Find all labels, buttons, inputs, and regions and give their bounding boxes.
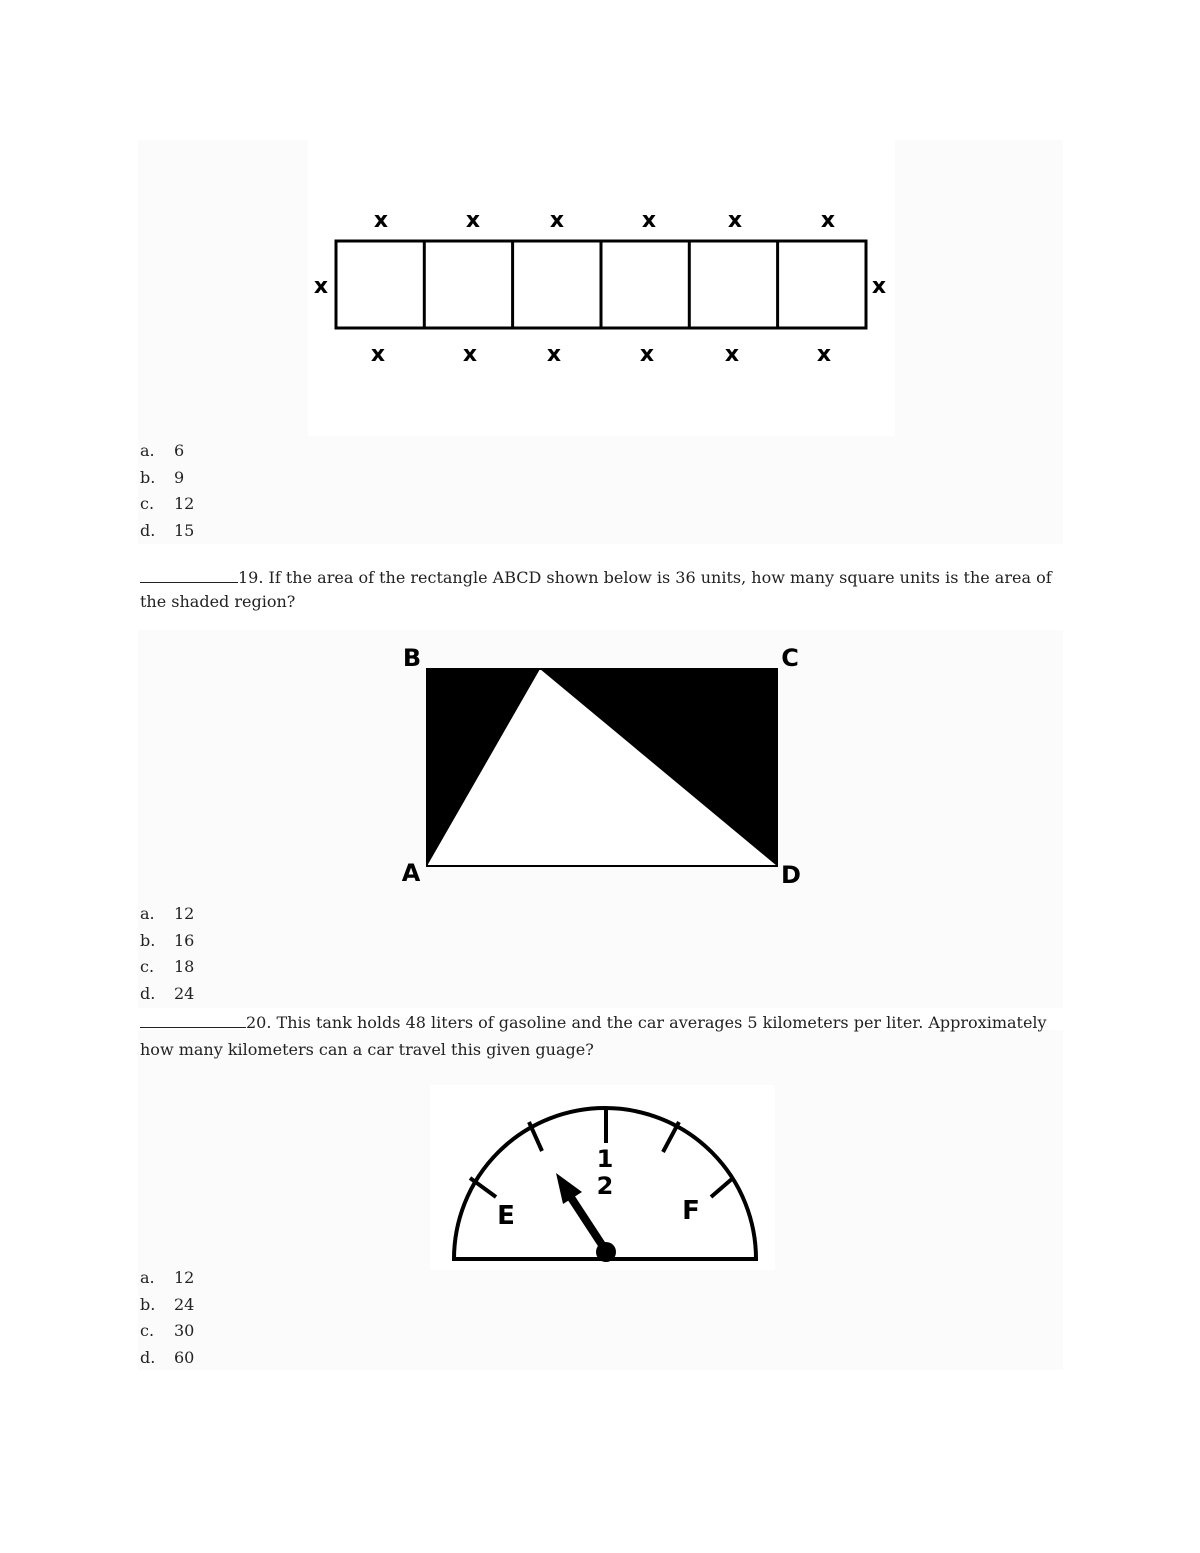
background-block bbox=[895, 140, 1063, 436]
choice-letter: a. bbox=[140, 441, 155, 460]
answer-choices-q19 bbox=[140, 901, 194, 1008]
choice-text: 60 bbox=[174, 1348, 195, 1368]
question-19 bbox=[140, 566, 1060, 614]
vertex-label-a: A bbox=[401, 859, 421, 887]
top-x-mark: x bbox=[549, 208, 565, 233]
fuel-gauge bbox=[430, 1085, 775, 1270]
choice-text: 12 bbox=[174, 1268, 195, 1287]
answer-choice bbox=[140, 1292, 194, 1319]
choice-text: 24 bbox=[174, 984, 195, 1004]
bottom-x-mark: x bbox=[370, 342, 386, 367]
answer-choice bbox=[140, 465, 194, 492]
choice-text: 18 bbox=[174, 957, 195, 977]
rectangle-squares-diagram bbox=[300, 195, 900, 375]
choice-letter: c. bbox=[140, 494, 155, 514]
top-x-mark: x bbox=[641, 208, 657, 233]
choice-text: 24 bbox=[174, 1294, 195, 1314]
question-number: 20. bbox=[246, 1013, 272, 1032]
choice-letter: d. bbox=[140, 984, 156, 1004]
choice-text: 16 bbox=[174, 930, 195, 950]
question-20 bbox=[140, 1009, 1060, 1063]
choice-text: 6 bbox=[174, 441, 185, 460]
answer-choice bbox=[140, 1345, 194, 1372]
gauge-empty-label: E bbox=[497, 1201, 515, 1231]
choice-letter: a. bbox=[140, 904, 155, 923]
right-x-mark: x bbox=[871, 274, 887, 299]
bottom-x-mark: x bbox=[724, 342, 740, 367]
choice-letter: b. bbox=[140, 467, 156, 487]
answer-blank bbox=[140, 568, 238, 583]
answer-choice bbox=[140, 518, 194, 545]
choice-letter: b. bbox=[140, 1294, 156, 1314]
answer-choice bbox=[140, 954, 194, 981]
choice-letter: c. bbox=[140, 1321, 155, 1341]
answer-choice bbox=[140, 1318, 194, 1345]
answer-choice bbox=[140, 928, 194, 955]
top-x-mark: x bbox=[373, 208, 389, 233]
bottom-x-mark: x bbox=[816, 342, 832, 367]
answer-choice bbox=[140, 491, 194, 518]
question-text: This tank holds 48 liters of gasoline and the car averages 5 kilometers per liter. Approximately how many kilometers can a car travel this given guage? bbox=[140, 1013, 1047, 1059]
answer-choice bbox=[140, 901, 194, 928]
gauge-half-denominator: 2 bbox=[596, 1172, 614, 1200]
answer-choices-q18 bbox=[140, 438, 194, 545]
choice-text: 12 bbox=[174, 904, 195, 923]
choice-letter: d. bbox=[140, 521, 156, 541]
choice-letter: d. bbox=[140, 1348, 156, 1368]
top-x-mark: x bbox=[820, 208, 836, 233]
top-x-mark: x bbox=[727, 208, 743, 233]
answer-choice bbox=[140, 1265, 194, 1292]
bottom-x-mark: x bbox=[639, 342, 655, 367]
choice-text: 30 bbox=[174, 1321, 195, 1341]
answer-blank bbox=[140, 1013, 246, 1028]
vertex-label-d: D bbox=[781, 861, 801, 889]
answer-choice bbox=[140, 981, 194, 1008]
gauge-half-numerator: 1 bbox=[596, 1145, 614, 1173]
answer-choices-q20 bbox=[140, 1265, 194, 1372]
bottom-x-mark: x bbox=[546, 342, 562, 367]
top-x-mark: x bbox=[465, 208, 481, 233]
choice-letter: b. bbox=[140, 930, 156, 950]
gauge-full-label: F bbox=[682, 1196, 700, 1226]
choice-text: 15 bbox=[174, 521, 195, 541]
left-x-mark: x bbox=[313, 274, 329, 299]
choice-letter: c. bbox=[140, 957, 155, 977]
vertex-label-c: C bbox=[781, 644, 799, 672]
background-block bbox=[138, 436, 1063, 544]
bottom-x-mark: x bbox=[462, 342, 478, 367]
rectangle-abcd-diagram bbox=[390, 640, 810, 890]
question-text: If the area of the rectangle ABCD shown below is 36 units, how many square units is the area of the shaded region? bbox=[140, 568, 1052, 611]
choice-text: 12 bbox=[174, 494, 195, 514]
vertex-label-b: B bbox=[402, 644, 422, 672]
choice-letter: a. bbox=[140, 1268, 155, 1287]
answer-choice bbox=[140, 438, 194, 465]
background-block bbox=[138, 140, 308, 436]
question-number: 19. bbox=[238, 568, 264, 587]
choice-text: 9 bbox=[174, 467, 185, 487]
